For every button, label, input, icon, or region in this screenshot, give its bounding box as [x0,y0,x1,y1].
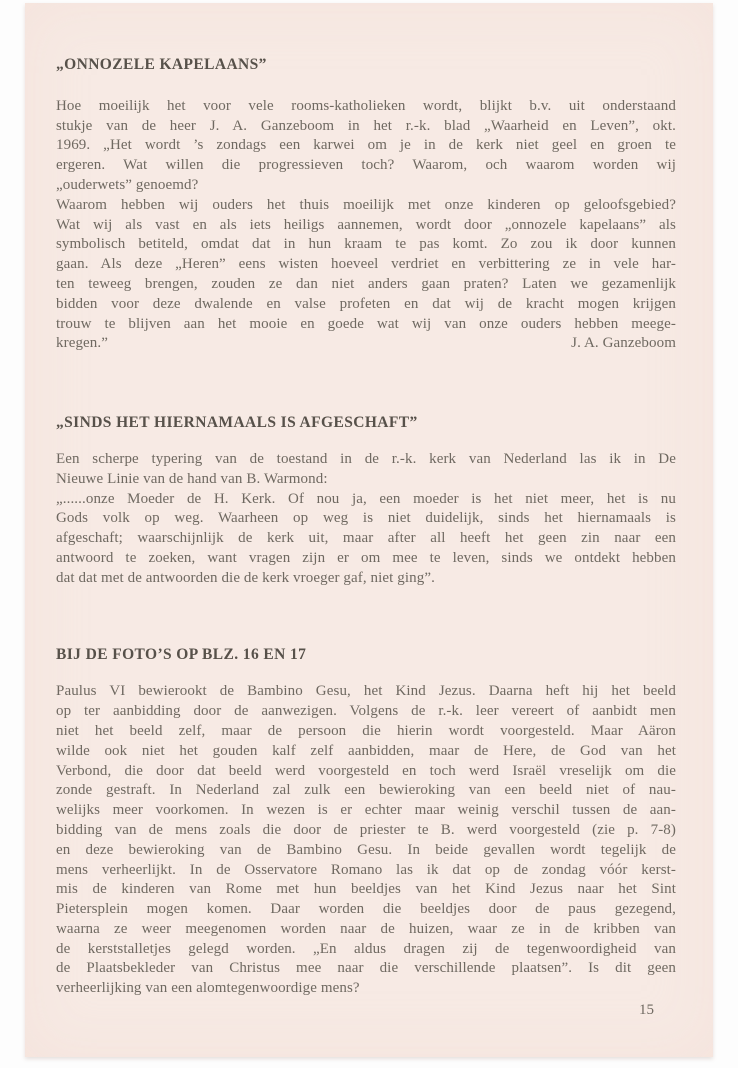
text-line: op ter aanbidding door de aanwezigen. Volgens de r.-k. leer vereert of aanbidt men [56,703,676,720]
text-line: waarna ze weer meegenomen worden naar de huizen, waar ze in de kribben van [56,920,676,937]
text-line: 1969. „Het wordt ’s zondags een karwei om je in de kerk niet geel en groen te [56,137,676,154]
text-line: bidden voor deze dwalende en valse profeten en dat wij de kracht mogen krijgen [56,295,676,312]
text-line: antwoord te zoeken, want vragen zijn er om mee te leven, sinds we ontdekt hebben [56,549,676,566]
paragraph [56,196,676,354]
section-body [56,682,676,999]
book-page [25,3,713,1057]
paragraph [56,97,676,196]
text-line: welijks meer voorkomen. In wezen is er echter maar weinig verschil tussen de aan- [56,802,676,819]
section-1 [56,55,676,354]
section-heading: BIJ DE FOTO’S OP BLZ. 16 EN 17 [56,645,307,663]
text-line: zonde gestraft. In Nederland zal zulk een bewieroking van een beeld niet of nau- [56,782,676,799]
text-line: niet het beeld zelf, maar de persoon die hierin wordt voorgesteld. Maar Aäron [56,722,676,739]
text-line: trouw te blijven aan het mooie en goede wat wij van onze ouders hebben meege- [56,315,676,332]
section-body [56,450,676,589]
text-line: „......onze Moeder de H. Kerk. Of nou ja, een moeder is het niet meer, het is nu [56,490,676,507]
signature-line [56,334,676,354]
text-line: symbolisch betiteld, omdat dat in hun kraam te pas komt. Zo zou ik door kunnen [56,236,676,253]
section-body [56,97,676,354]
text-line: Verbond, die door dat beeld werd voorgesteld en toch werd Israël vreselijk om die [56,762,676,779]
text-line: en deze bewieroking van de Bambino Gesu. In beide gevallen wordt tegelijk de [56,841,676,858]
text-line: Waarom hebben wij ouders het thuis moeilijk met onze kinderen op geloofsgebied? [56,196,676,213]
text-line: mis de kinderen van Rome met hun beeldjes van het Kind Jezus naar het Sint [56,881,676,898]
text-line: de Plaatsbekleder van Christus mee naar die verschillende plaatsen”. Is dit geen [56,960,676,977]
text-line: dat dat met de antwoorden die de kerk vroeger gaf, niet ging”. [56,569,435,586]
text-line: ten teweeg brengen, zouden ze dan niet anders gaan praten? Laten we gezamenlijk [56,275,676,292]
section-3 [56,645,676,1000]
text-line: Gods volk op weg. Waarheen op weg is niet duidelijk, sinds het hiernamaals is [56,510,676,527]
text-line: mens verheerlijkt. In de Osservatore Romano las ik dat op de zondag vóór kerst- [56,861,676,878]
text-line: afgeschaft; waarschijnlijk de kerk uit, maar after all heeft het geen zin naar een [56,530,676,547]
text-line: Hoe moeilijk het voor vele rooms-katholieken wordt, blijkt b.v. uit onderstaand [56,97,676,114]
paragraph [56,450,676,490]
text-line: Pietersplein mogen komen. Daar worden die beeldjes door de paus gezegend, [56,901,676,918]
text-line: Paulus VI bewierookt de Bambino Gesu, het Kind Jezus. Daarna heft hij het beeld [56,683,676,700]
paragraph [56,682,676,999]
text-line: Wat wij als vast en als iets heiligs aannemen, wordt door „onnozele kapelaans” als [56,216,676,233]
text-line: Een scherpe typering van de toestand in de r.-k. kerk van Nederland las ik in De [56,450,676,467]
text-line: ergeren. Wat willen die progressieven toch? Waarom, och waarom worden wij [56,157,676,174]
page-content [56,55,676,999]
author-signature: J. A. Ganzeboom [571,335,676,352]
section-heading: „ONNOZELE KAPELAANS” [56,56,267,73]
section-2 [56,413,676,588]
text-line: „ouderwets” genoemd? [56,176,199,193]
page-number: 15 [639,1002,654,1019]
paragraph [56,490,676,589]
text-line: verheerlijking van een alomtegenwoordige mens? [56,980,360,997]
text-line: gaan. Als deze „Heren” eens wisten hoeveel verdriet en verbittering ze in vele har- [56,256,676,273]
text-line: stukje van de heer J. A. Ganzeboom in het r.-k. blad „Waarheid en Leven”, okt. [56,117,676,134]
text-line: de kerststalletjes gelegd worden. „En aldus dragen zij de tegenwoordigheid van [56,940,676,957]
text-line: bidding van de mens zoals die door de priester te B. werd voorgesteld (zie p. 7-8) [56,821,676,838]
paragraph-end-text: kregen.” [56,335,109,352]
text-line: wilde ook niet het gouden kalf zelf aanbidden, maar de Here, de God van het [56,742,676,759]
text-line: Nieuwe Linie van de hand van B. Warmond: [56,470,328,487]
section-heading: „SINDS HET HIERNAMAALS IS AFGESCHAFT” [56,414,418,432]
